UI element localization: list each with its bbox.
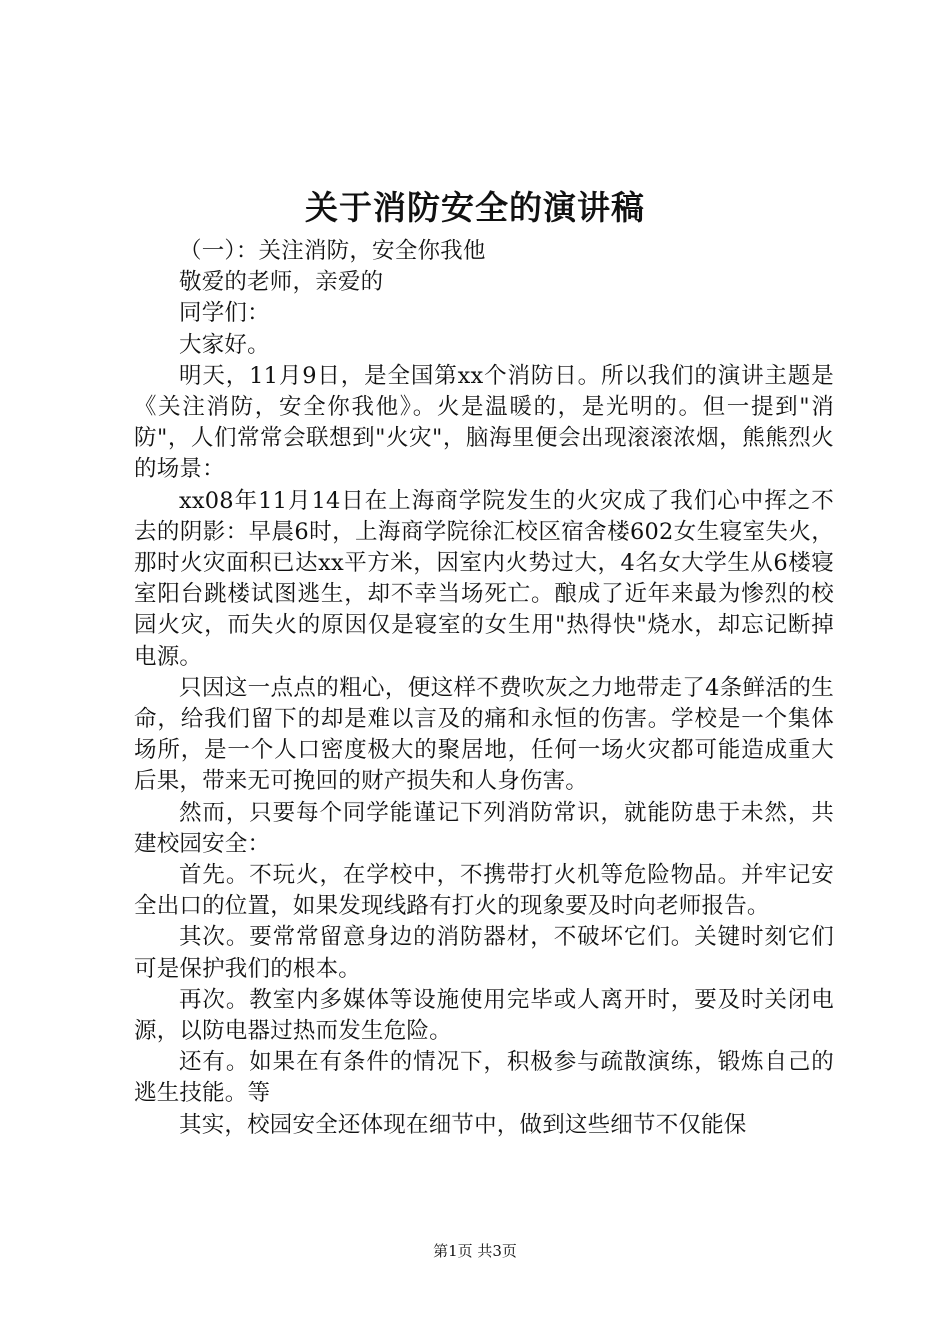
paragraph: 还有。如果在有条件的情况下，积极参与疏散演练，锻炼自己的逃生技能。等 [134,1049,834,1107]
document-body [134,236,834,1141]
paragraph: 其次。要常常留意身边的消防器材，不破坏它们。关键时刻它们可是保护我们的根本。 [134,924,834,982]
paragraph: 同学们： [179,300,270,327]
paragraph: 大家好。 [179,331,270,358]
paragraph: 然而，只要每个同学能谨记下列消防常识，就能防患于未然，共建校园安全： [134,799,834,857]
paragraph: 其实，校园安全还体现在细节中，做到这些细节不仅能保 [179,1111,747,1138]
paragraph: xx08年11月14日在上海商学院发生的火灾成了我们心中挥之不去的阴影：早晨6时，上海商学院徐汇校区宿舍楼602女生寝室失火，那时火灾面积已达xx平方米，因室内火势过大，4名女大学生从6楼寝室阳台跳楼试图逃生，却不幸当场死亡。酿成了近年来最为惨烈的校园火灾，而失火的原因仅是寝室的女生用"热得快"烧水，却忘记断掉电源。 [134,487,834,670]
paragraph: 再次。教室内多媒体等设施使用完毕或人离开时，要及时关闭电源，以防电器过热而发生危险。 [134,986,834,1045]
paragraph: 只因这一点点的粗心，便这样不费吹灰之力地带走了4条鲜活的生命，给我们留下的却是难以言及的痛和永恒的伤害。学校是一个集体场所，是一个人口密度极大的聚居地，任何一场火灾都可能造成重大后果，带来无可挽回的财产损失和人身伤害。 [134,674,834,795]
page-footer: 第1页 共3页 [433,1242,517,1260]
document-title: 关于消防安全的演讲稿 [305,188,645,227]
paragraph: 首先。不玩火，在学校中，不携带打火机等危险物品。并牢记安全出口的位置，如果发现线路有打火的现象要及时向老师报告。 [134,862,834,920]
paragraph: 敬爱的老师，亲爱的 [179,269,384,296]
paragraph: （一）：关注消防，安全你我他 [179,238,486,264]
paragraph: 明天，11月9日，是全国第xx个消防日。所以我们的演讲主题是《关注消防，安全你我他》。火是温暖的，是光明的。但一提到"消防"，人们常常会联想到"火灾"，脑海里便会出现滚滚浓烟，熊熊烈火的场景： [134,362,834,483]
